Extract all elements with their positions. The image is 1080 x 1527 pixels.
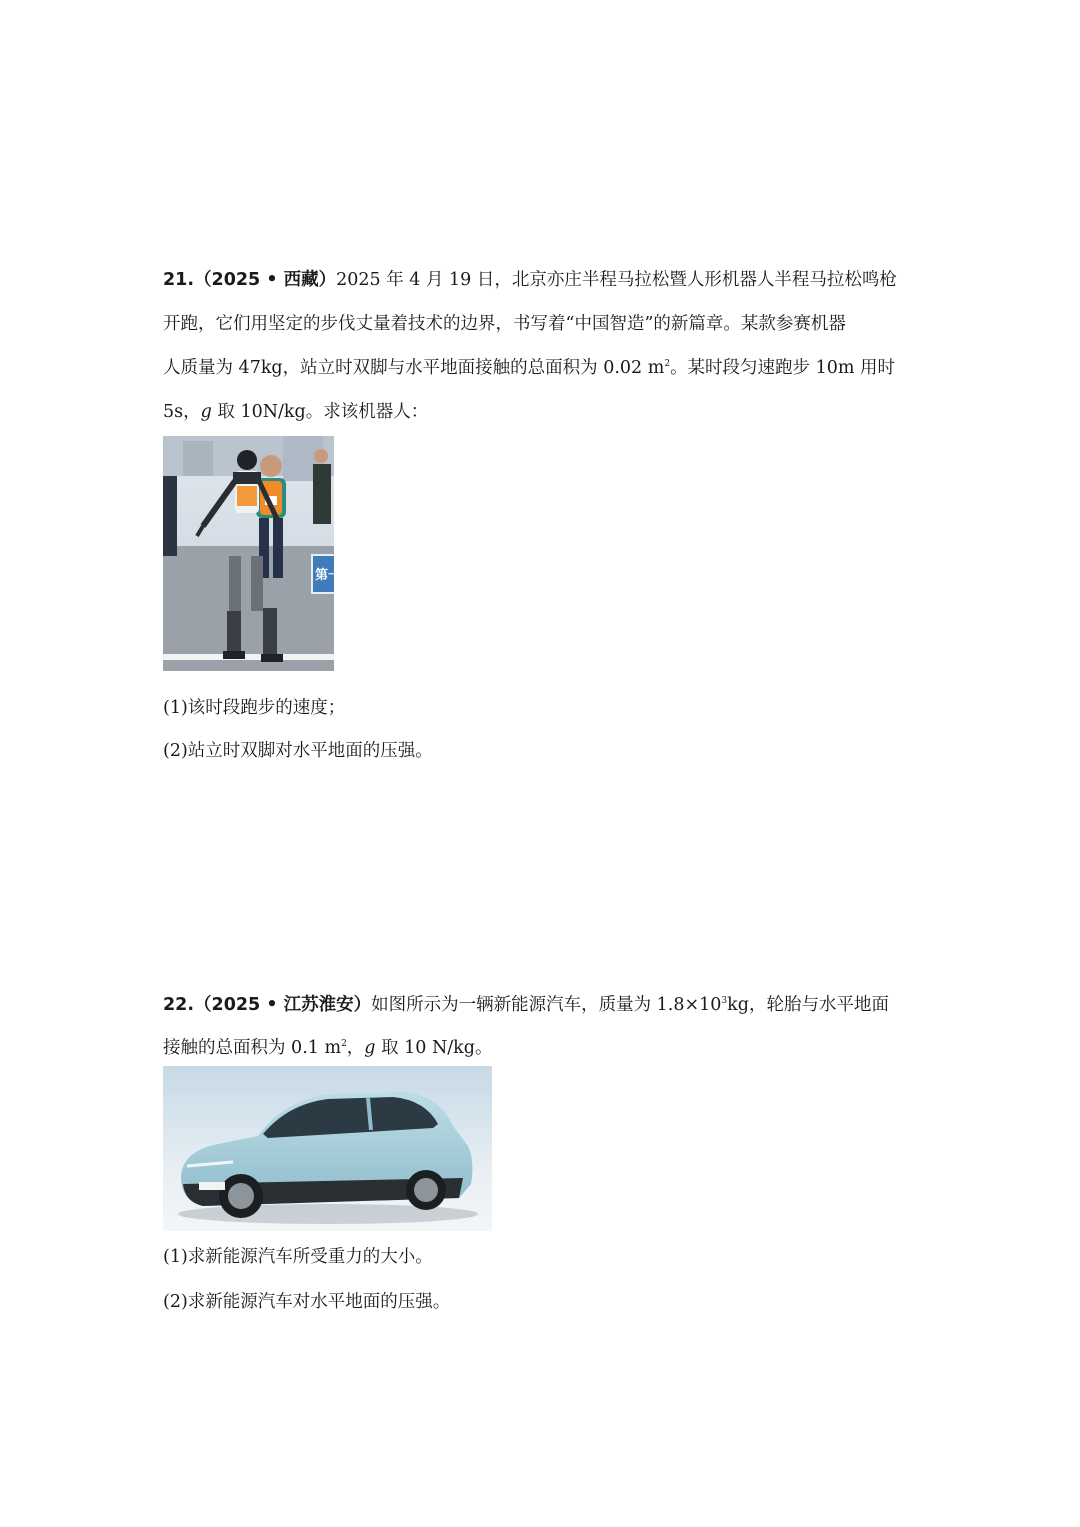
- q21-line-4: [163, 398, 428, 423]
- q21-line-3: [163, 354, 895, 379]
- q22-g-symbol: g: [364, 1038, 376, 1058]
- q21-area-exponent: 2: [664, 359, 671, 370]
- q21-text-3b: 。某时段匀速跑步 10m 用时: [670, 358, 896, 378]
- q21-subquestion-1: (1)该时段跑步的速度；: [163, 698, 346, 718]
- q21-text-4b: 取 10N/kg。求该机器人：: [211, 402, 429, 422]
- q21-text-4a: 5s，: [163, 402, 201, 422]
- electric-car-photo: [163, 1066, 492, 1231]
- q22-number: 22.: [163, 995, 195, 1015]
- q22-subquestion-2: (2)求新能源汽车对水平地面的压强。: [163, 1292, 451, 1312]
- q21-text-1: 2025 年 4 月 19 日，北京亦庄半程马拉松暨人形机器人半程马拉松鸣枪: [336, 270, 897, 290]
- q21-number: 21.: [163, 270, 195, 290]
- q22-line-1: [163, 991, 889, 1016]
- banner-text: 第一: [315, 568, 342, 583]
- q21-line-2: [163, 310, 846, 335]
- q22-subquestion-1: (1)求新能源汽车所受重力的大小。: [163, 1247, 433, 1267]
- q21-subquestion-2: (2)站立时双脚对水平地面的压强。: [163, 741, 433, 761]
- q21-line-1: [163, 266, 897, 291]
- q21-text-2: 开跑，它们用坚定的步伐丈量着技术的边界，书写着“中国智造”的新篇章。某款参赛机器: [163, 314, 846, 334]
- q22-text-2b: ，: [346, 1038, 365, 1058]
- q22-text-2a: 接触的总面积为 0.1 m: [163, 1038, 342, 1058]
- q22-text-1a: 如图所示为一辆新能源汽车，质量为 1.8×10: [371, 995, 722, 1015]
- q22-area-exponent: 2: [341, 1039, 347, 1050]
- q21-source: （2025 • 西藏）: [194, 270, 337, 290]
- robot-marathon-photo: [163, 436, 342, 671]
- q22-text-2c: 取 10 N/kg。: [375, 1038, 493, 1058]
- q22-source: （2025 • 江苏淮安）: [194, 995, 372, 1015]
- q21-g-symbol: g: [200, 402, 212, 422]
- q22-mass-exponent: 3: [721, 996, 728, 1007]
- q22-text-1b: kg，轮胎与水平地面: [727, 995, 889, 1015]
- q21-text-3a: 人质量为 47kg，站立时双脚与水平地面接触的总面积为 0.02 m: [163, 358, 665, 378]
- q22-line-2: [163, 1034, 492, 1059]
